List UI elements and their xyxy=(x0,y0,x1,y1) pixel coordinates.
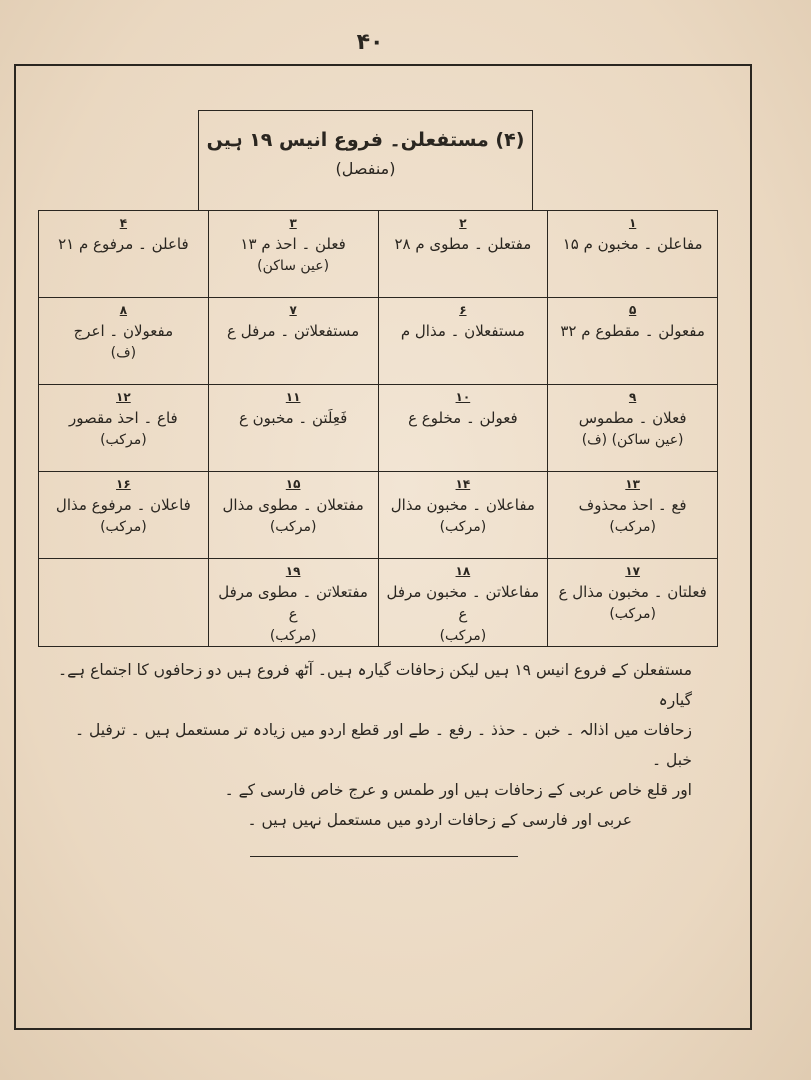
cell-number: ۱۰ xyxy=(455,390,471,404)
cell-text: فاعلان ۔ مرفوع مذال xyxy=(55,496,191,515)
table-cell xyxy=(548,211,718,298)
cell-note: (عین ساکن) (ف) xyxy=(581,432,684,449)
table-row xyxy=(39,298,718,385)
cell-number: ۱۶ xyxy=(116,477,131,491)
cell-number: ۳ xyxy=(289,216,297,230)
cell-text: فَعِلَتن ۔ مخبون ع xyxy=(238,409,348,428)
cell-text: فعلتان ۔ مخبون مذال ع xyxy=(558,583,707,602)
table-cell xyxy=(548,559,718,647)
cell-text: مفتعلان ۔ مطوی مذال xyxy=(222,496,364,515)
table-cell xyxy=(39,385,209,472)
cell-number: ۵ xyxy=(628,303,637,317)
cell-number: ۶ xyxy=(459,303,467,317)
cell-number: ۱۳ xyxy=(625,477,640,491)
table-cell xyxy=(378,211,548,298)
table-cell xyxy=(548,472,718,559)
table-cell xyxy=(548,298,718,385)
cell-text: مفعولان ۔ اعرج xyxy=(73,322,174,341)
cell-number: ۴ xyxy=(119,216,128,230)
table-cell xyxy=(208,472,378,559)
table-cell xyxy=(378,298,548,385)
cell-note: (مرکب) xyxy=(439,627,487,644)
cell-note: (مرکب) xyxy=(269,519,317,536)
cell-text: مفاعلن ۔ مخبون م ۱۵ xyxy=(562,235,703,254)
table-cell xyxy=(39,472,209,559)
cell-text: مفعولن ۔ مقطوع م ۳۲ xyxy=(560,322,705,341)
cell-number: ۹ xyxy=(628,390,637,404)
body-line: عربی اور فارسی کے زحافات اردو میں مستعمل نہیں ہیں ۔ xyxy=(247,811,632,829)
table-cell-empty xyxy=(39,559,209,647)
table-cell xyxy=(208,385,378,472)
cell-number: ۸ xyxy=(119,303,128,317)
table-cell xyxy=(39,211,209,298)
table-row xyxy=(39,559,718,647)
table-row xyxy=(39,472,718,559)
cell-text: فعولن ۔ مخلوع ع xyxy=(408,409,518,428)
cell-note: (ف) xyxy=(110,345,137,362)
cell-text: مفاعلان ۔ مخبون مذال xyxy=(390,496,535,515)
cell-note: (مرکب) xyxy=(609,606,656,623)
body-line: زحافات میں اذالہ ۔ خبن ۔ حذذ ۔ رفع ۔ طے اور قطع اردو میں زیادہ تر مستعمل ہیں ۔ ترفیل ۔ خبل ۔ xyxy=(74,721,692,769)
cell-number: ۲ xyxy=(459,216,467,230)
cell-number: ۱۷ xyxy=(625,564,640,578)
derivatives-table xyxy=(38,210,718,647)
table-cell xyxy=(39,298,209,385)
cell-text: مفاعلاتن ۔ مخبون مرفل ع xyxy=(386,583,540,624)
table-cell xyxy=(548,385,718,472)
table-cell xyxy=(208,211,378,298)
cell-text: مفتعلاتن ۔ مطوی مرفل ع xyxy=(218,583,368,624)
body-line: مستفعلن کے فروع انیس ۱۹ ہیں لیکن زحافات گیارہ ہیں۔ آٹھ فروع ہیں دو زحافوں کا اجتماع ہے۔ گیارہ xyxy=(58,661,692,709)
table-cell xyxy=(378,559,548,647)
cell-text: فاعلن ۔ مرفوع م ۲۱ xyxy=(58,235,189,254)
cell-note: (عین ساکن) xyxy=(257,258,330,275)
cell-number: ۷ xyxy=(289,303,297,317)
table-cell xyxy=(378,472,548,559)
cell-number: ۱ xyxy=(628,216,637,230)
section-title: (۴) مستفعلن۔ فروع انیس ۱۹ ہیں xyxy=(206,129,525,151)
cell-note: (مرکب) xyxy=(269,627,317,644)
cell-text: فعلان ۔ مطموس xyxy=(578,409,687,428)
cell-number: ۱۸ xyxy=(455,564,471,578)
cell-text: فاع ۔ احذ مقصور xyxy=(69,409,178,428)
cell-text: فع ۔ احذ محذوف xyxy=(578,496,687,515)
page-number: ۴۰ xyxy=(356,30,384,55)
section-title-box xyxy=(198,110,533,210)
cell-note: (مرکب) xyxy=(609,519,656,536)
cell-note: (مرکب) xyxy=(439,519,487,536)
cell-note: (مرکب) xyxy=(100,519,147,536)
cell-text: مستفعلان ۔ مذال م xyxy=(400,322,525,341)
section-subtitle: (منفصل) xyxy=(335,159,396,178)
cell-text: فعلن ۔ احذ م ۱۳ xyxy=(240,235,346,254)
table-row xyxy=(39,385,718,472)
body-paragraph xyxy=(52,655,692,835)
table-cell xyxy=(378,385,548,472)
table-cell xyxy=(208,298,378,385)
cell-number: ۱۹ xyxy=(285,564,301,578)
cell-number: ۱۵ xyxy=(285,477,301,491)
table-cell xyxy=(208,559,378,647)
body-line: اور قلع خاص عربی کے زحافات ہیں اور طمس و عرج خاص فارسی کے ۔ xyxy=(224,781,692,799)
cell-number: ۱۱ xyxy=(285,390,301,404)
table-row xyxy=(39,211,718,298)
cell-text: مفتعلن ۔ مطوی م ۲۸ xyxy=(394,235,532,254)
cell-note: (مرکب) xyxy=(100,432,147,449)
cell-number: ۱۲ xyxy=(116,390,131,404)
cell-number: ۱۴ xyxy=(455,477,471,491)
cell-text: مستفعلاتن ۔ مرفل ع xyxy=(227,322,360,341)
closing-rule xyxy=(250,856,518,857)
